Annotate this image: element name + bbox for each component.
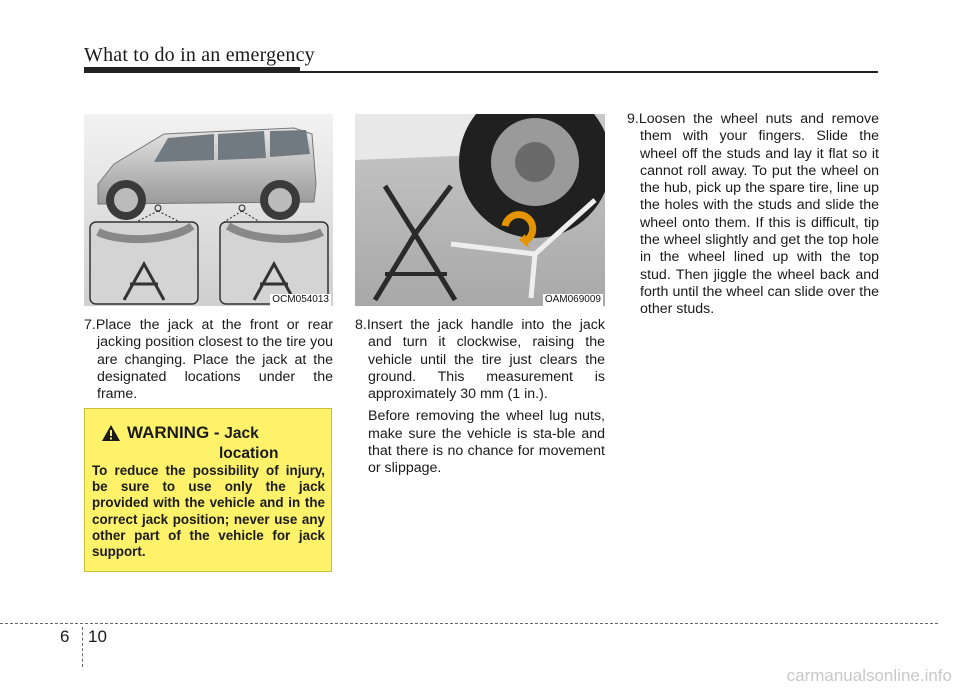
warning-title-line1: Jack: [224, 425, 259, 442]
figure-jack-handle: [355, 114, 605, 306]
figure-jack-points: [84, 114, 333, 306]
footer-divider: [82, 627, 83, 667]
header-rule: [84, 71, 878, 73]
figure-code: OCM054013: [272, 294, 329, 305]
warning-title-line2: location: [219, 445, 279, 462]
step-8-note: Before removing the wheel lug nuts, make sure the vehicle is sta-ble and that there is no chance for movement or slippage.: [368, 408, 605, 477]
warning-body: To reduce the possibility of injury, be sure to use only the jack provided with the vehicle and in the correct jack position; never use any other part of the vehicle for jack support.: [92, 463, 325, 560]
figure-code: OAM069009: [544, 294, 601, 305]
watermark: carmanualsonline.info: [786, 666, 952, 685]
footer-rule: [0, 623, 938, 624]
step-7: [84, 317, 333, 403]
step-8: [355, 317, 605, 478]
jack-handle-illustration-icon: [355, 114, 605, 306]
step-9-text: 9.Loosen the wheel nuts and remove them with your fingers. Slide the wheel off the studs and lay it flat so it cannot roll away. To put the wheel on the hub, pick up the spare tire, line up the holes with the studs and slide the wheel onto them. If this is difficult, tip the wheel slightly and get the top hole in the wheel lined up with the top stud. Then jiggle the wheel back and forth until the wheel can slide over the other studs.: [627, 111, 879, 318]
page-number: 10: [88, 627, 107, 646]
page-header-title: What to do in an emergency: [84, 44, 315, 66]
warning-triangle-icon: [101, 424, 121, 442]
warning-heading: [101, 423, 278, 463]
step-9: [627, 111, 879, 319]
chapter-number: 6: [60, 627, 70, 646]
car-jack-points-illustration-icon: [84, 114, 333, 306]
step-8-text: 8.Insert the jack handle into the jack and turn it clockwise, raising the vehicle until the tire just clears the ground. This measurement is approximately 30 mm (1 in.).: [355, 317, 605, 403]
warning-label: WARNING -: [127, 423, 225, 442]
step-7-text: 7.Place the jack at the front or rear jacking position closest to the tire you are changing. Place the jack at the designated locations under the frame.: [84, 317, 333, 403]
warning-box: [84, 408, 332, 572]
